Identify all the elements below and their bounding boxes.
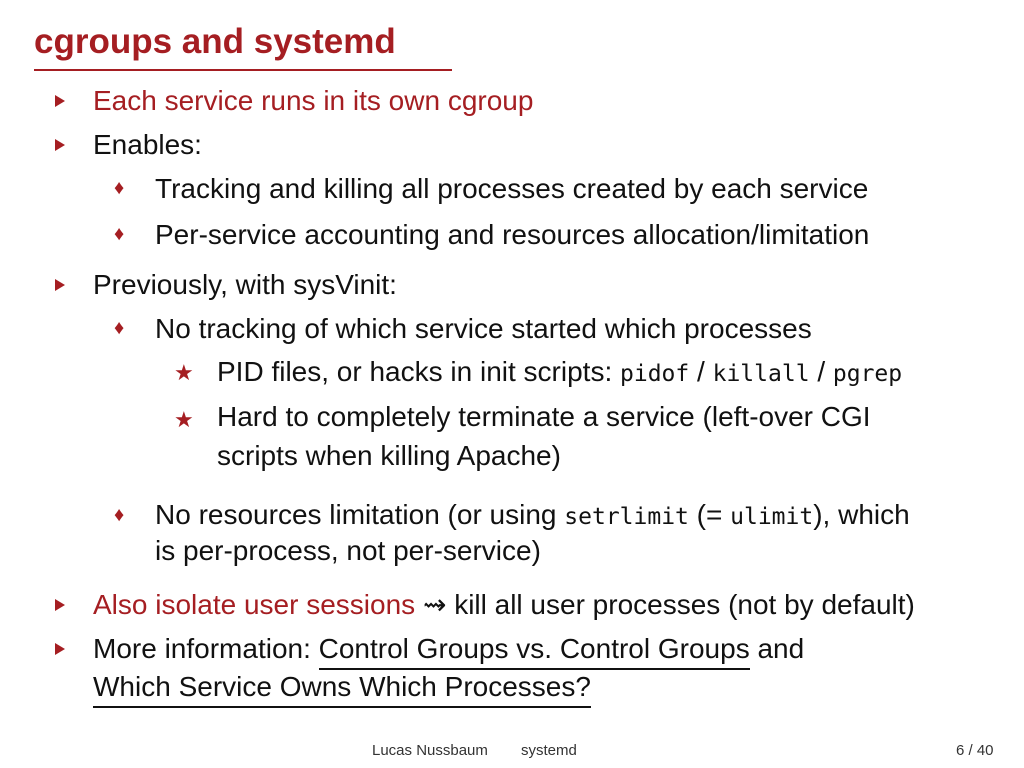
text-segment: ), which [813, 499, 910, 530]
code-killall: killall [712, 361, 810, 387]
bullet-text: Previously, with sysVinit: [93, 269, 397, 300]
diamond-bullet-icon: ♦ [114, 223, 125, 245]
sub-bullet-text: No tracking of which service started which processes [155, 313, 812, 344]
sub-bullet-text: Per-service accounting and resources allocation/limitation [155, 219, 870, 250]
text-segment: More information: [93, 633, 319, 664]
bullet-text: Each service runs in its own cgroup [93, 85, 534, 116]
text-segment: No resources limitation (or using [155, 499, 565, 530]
sub-sub-bullet-text-cont: scripts when killing Apache) [217, 440, 561, 471]
bullet-text: Enables: [93, 129, 202, 160]
code-pidof: pidof [620, 361, 690, 387]
bullet-triangle-icon [55, 599, 65, 611]
slide-title: cgroups and systemd [34, 22, 396, 61]
bullet-text [93, 588, 915, 622]
sub-sub-bullet-text [217, 355, 902, 391]
star-bullet-icon: ★ [174, 360, 194, 385]
code-setrlimit: setrlimit [564, 504, 689, 530]
footer-title: systemd [521, 742, 577, 759]
sub-bullet-text-cont: is per-process, not per-service) [155, 535, 541, 566]
leadsto-arrow-icon: ⇝ [422, 589, 447, 620]
bullet-triangle-icon [55, 139, 65, 151]
bullet-triangle-icon [55, 95, 65, 107]
footer-author: Lucas Nussbaum [372, 742, 488, 759]
diamond-bullet-icon: ♦ [114, 317, 125, 339]
code-pgrep: pgrep [832, 361, 903, 387]
footer-page-number: 6 / 40 [956, 742, 994, 759]
link-control-groups[interactable]: Control Groups vs. Control Groups [318, 633, 750, 664]
bullet-text [93, 632, 804, 666]
sub-bullet-text [155, 498, 910, 534]
bullet-triangle-icon [55, 643, 65, 655]
sub-bullet-text: Tracking and killing all processes created by each service [155, 173, 869, 204]
text-segment: kill all user processes (not by default) [454, 589, 915, 620]
bullet-triangle-icon [55, 279, 65, 291]
separator: / [809, 356, 833, 387]
bullet-text-cont [93, 670, 591, 704]
diamond-bullet-icon: ♦ [114, 177, 125, 199]
separator: / [689, 356, 713, 387]
text-segment: (= [688, 499, 731, 530]
text-segment: and [749, 633, 805, 664]
star-bullet-icon: ★ [174, 407, 194, 432]
link-which-service[interactable]: Which Service Owns Which Processes? [93, 671, 591, 702]
highlight-text: Also isolate user sessions [93, 589, 416, 620]
code-ulimit: ulimit [730, 504, 814, 530]
diamond-bullet-icon: ♦ [114, 504, 125, 526]
title-underline [34, 69, 452, 71]
text-segment: PID files, or hacks in init scripts: [217, 356, 621, 387]
sub-sub-bullet-text: Hard to completely terminate a service (left-over CGI [217, 401, 871, 432]
